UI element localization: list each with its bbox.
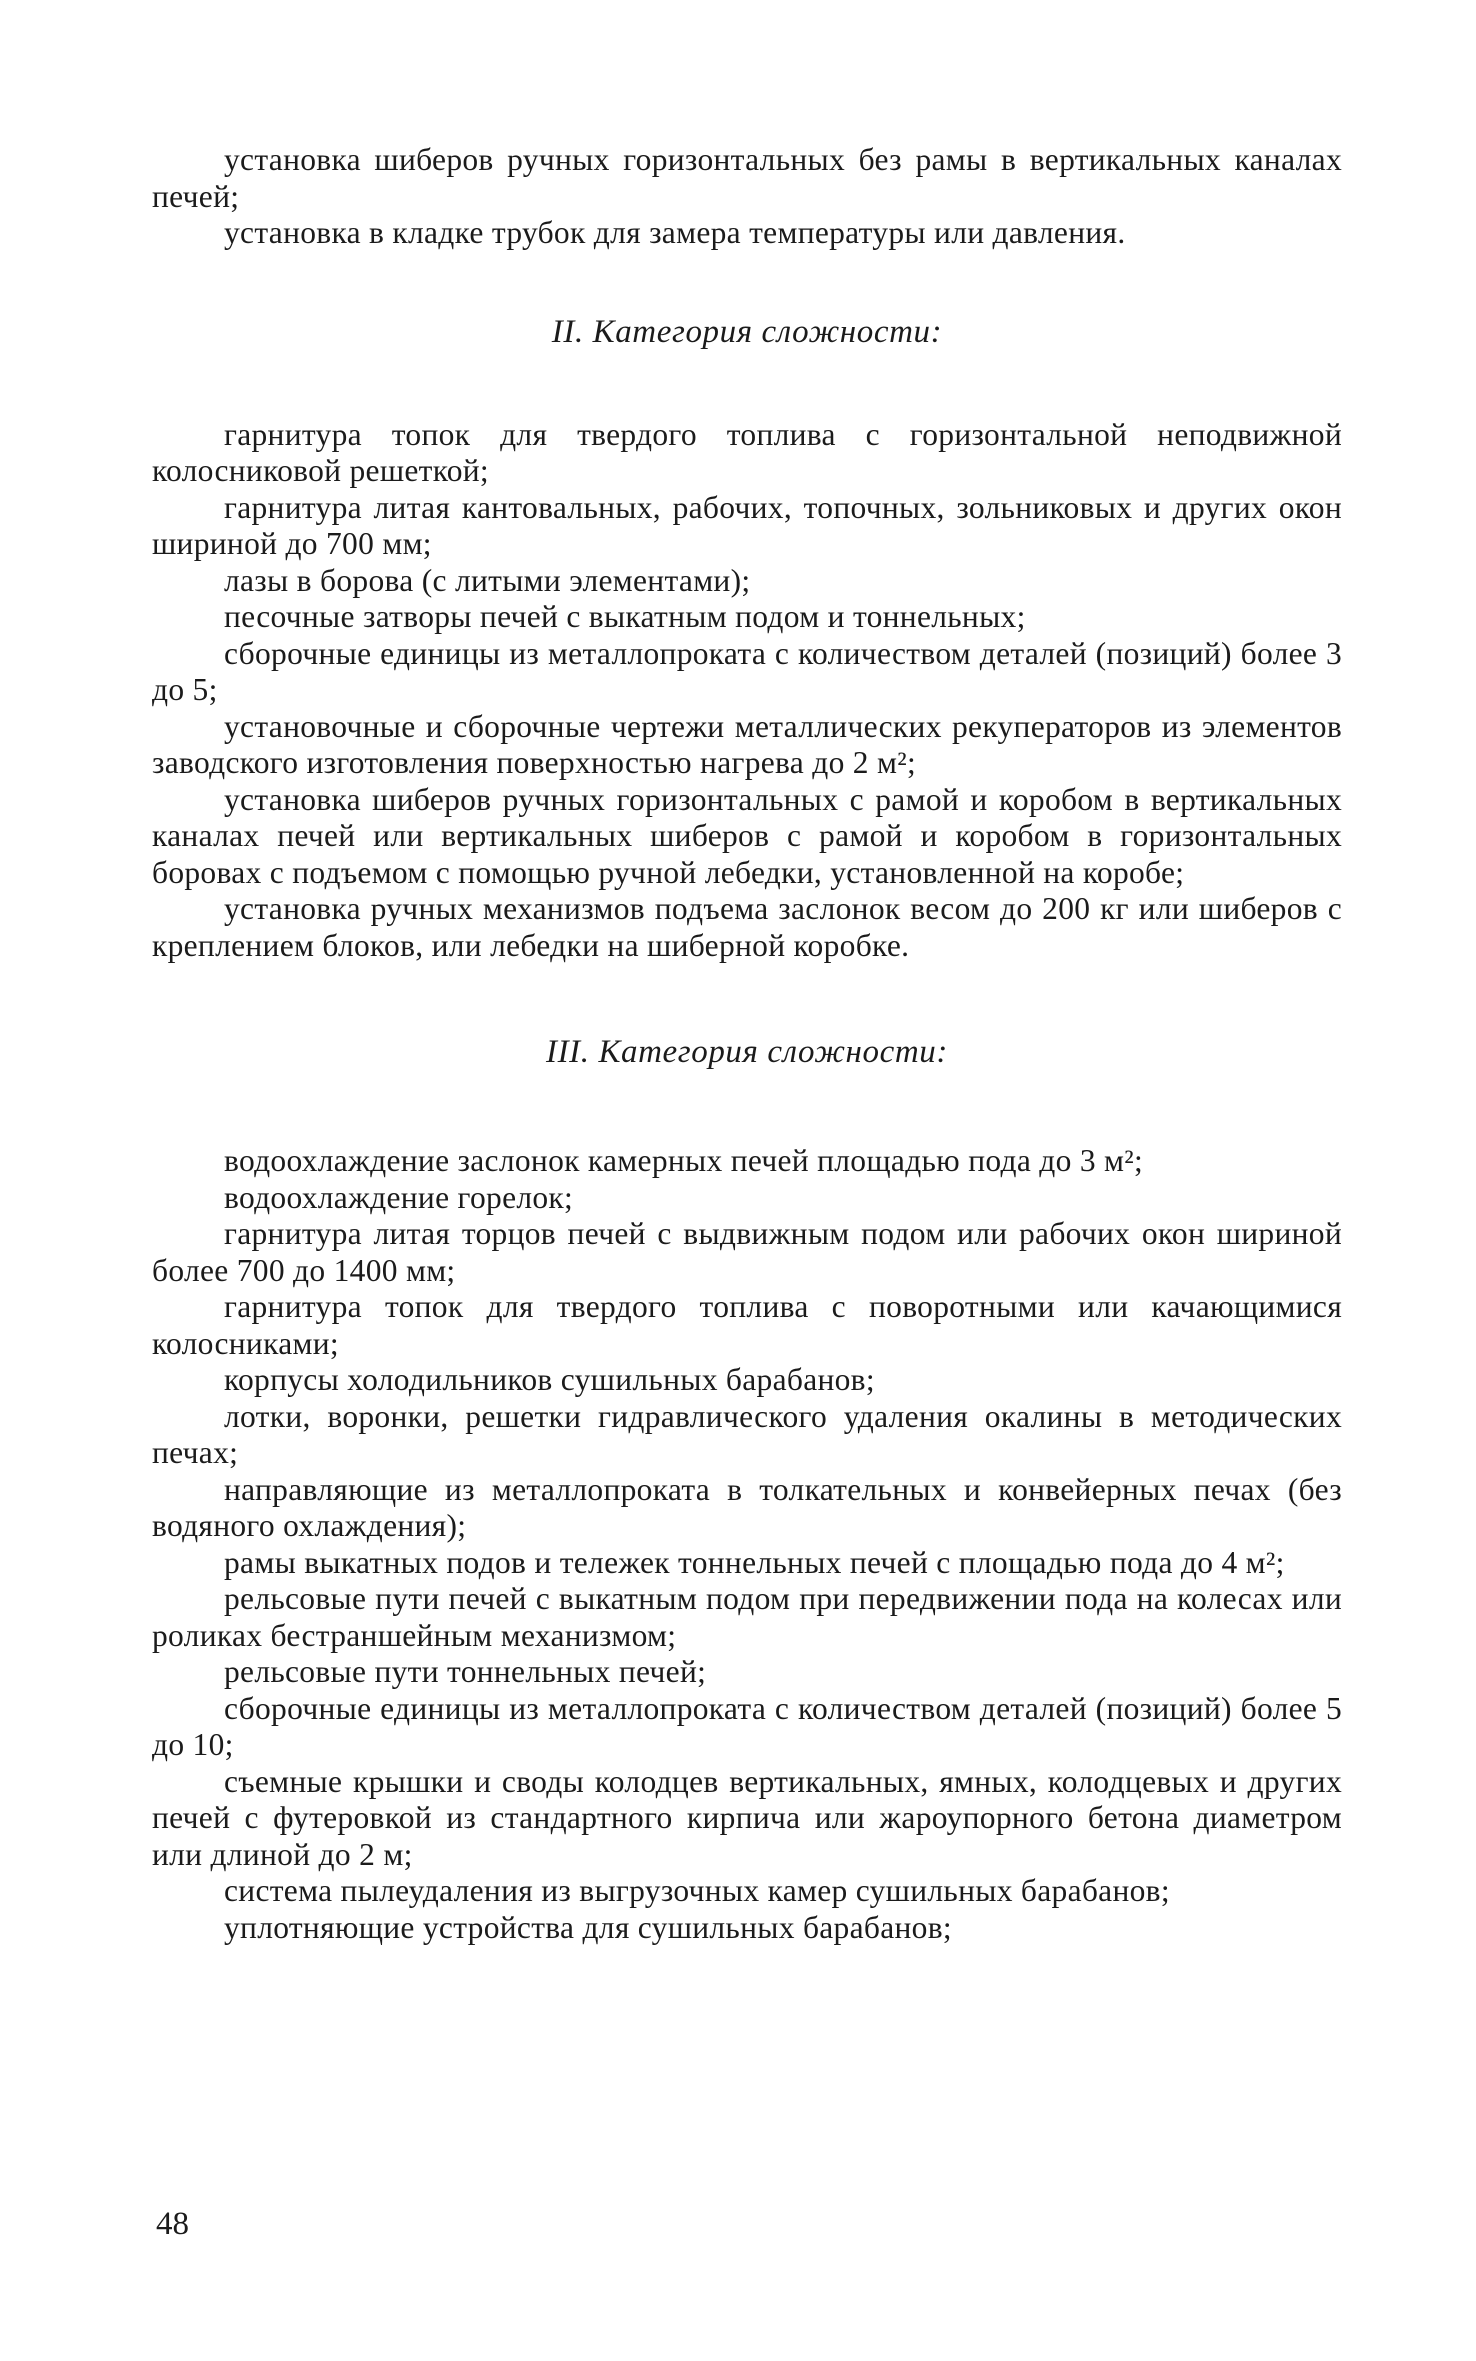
list-item: установочные и сборочные чертежи металлических рекуператоров из элементов заводского изготовления поверхностью нагрева до 2 м²;: [152, 708, 1342, 780]
list-item: уплотняющие устройства для сушильных барабанов;: [224, 1909, 952, 1945]
list-item: гарнитура топок для твердого топлива с поворотными или качающимися колосниками;: [152, 1289, 1342, 1361]
document-page: [152, 142, 1342, 1946]
list-item: лотки, воронки, решетки гидравлического удаления окалины в методических печах;: [152, 1398, 1342, 1470]
list-item: лазы в борова (с литыми элементами);: [224, 562, 751, 598]
list-item: сборочные единицы из металлопроката с количеством деталей (позиций) более 3 до 5;: [152, 635, 1342, 707]
list-item: сборочные единицы из металлопроката с количеством деталей (позиций) более 5 до 10;: [152, 1690, 1342, 1762]
intro-item: установка в кладке трубок для замера температуры или давления.: [224, 215, 1126, 250]
list-item: рамы выкатных подов и тележек тоннельных печей с площадью пода до 4 м²;: [224, 1544, 1285, 1580]
section-heading-2: II. Категория сложности:: [551, 313, 943, 350]
list-item: рельсовые пути печей с выкатным подом при передвижении пода на колесах или роликах бестраншейным механизмом;: [152, 1581, 1342, 1653]
list-item: съемные крышки и своды колодцев вертикальных, ямных, колодцевых и других печей с футеровкой из стандартного кирпича или жароупорного бетона диаметром или длиной до 2 м;: [152, 1763, 1342, 1872]
list-item: рельсовые пути тоннельных печей;: [224, 1654, 707, 1689]
intro-item: установка шиберов ручных горизонтальных без рамы в вертикальных каналах печей;: [152, 142, 1342, 214]
list-item: водоохлаждение заслонок камерных печей площадью пода до 3 м²;: [224, 1143, 1144, 1178]
list-item: гарнитура топок для твердого топлива с горизонтальной неподвижной колосниковой решеткой;: [152, 416, 1342, 488]
list-item: гарнитура литая кантовальных, рабочих, топочных, зольниковых и других окон шириной до 700 мм;: [152, 489, 1342, 561]
list-item: песочные затворы печей с выкатным подом и тоннельных;: [224, 599, 1026, 634]
section-heading-3: III. Категория сложности:: [546, 1034, 948, 1070]
list-item: система пылеудаления из выгрузочных камер сушильных барабанов;: [224, 1873, 1170, 1908]
list-item: корпусы холодильников сушильных барабанов;: [224, 1362, 875, 1397]
list-item: направляющие из металлопроката в толкательных и конвейерных печах (без водяного охлаждения);: [152, 1471, 1342, 1543]
list-item: установка шиберов ручных горизонтальных с рамой и коробом в вертикальных каналах печей или вертикальных шиберов с рамой и коробом в горизонтальных боровах с подъемом с помощью ручной лебедки, установленной на коробе;: [152, 781, 1342, 890]
list-item: гарнитура литая торцов печей с выдвижным подом или рабочих окон шириной более 700 до 1400 мм;: [152, 1216, 1342, 1288]
page-number: 48: [156, 2206, 189, 2242]
list-item: установка ручных механизмов подъема заслонок весом до 200 кг или шиберов с креплением блоков, или лебедки на шиберной коробке.: [152, 891, 1342, 963]
list-item: водоохлаждение горелок;: [224, 1179, 574, 1215]
